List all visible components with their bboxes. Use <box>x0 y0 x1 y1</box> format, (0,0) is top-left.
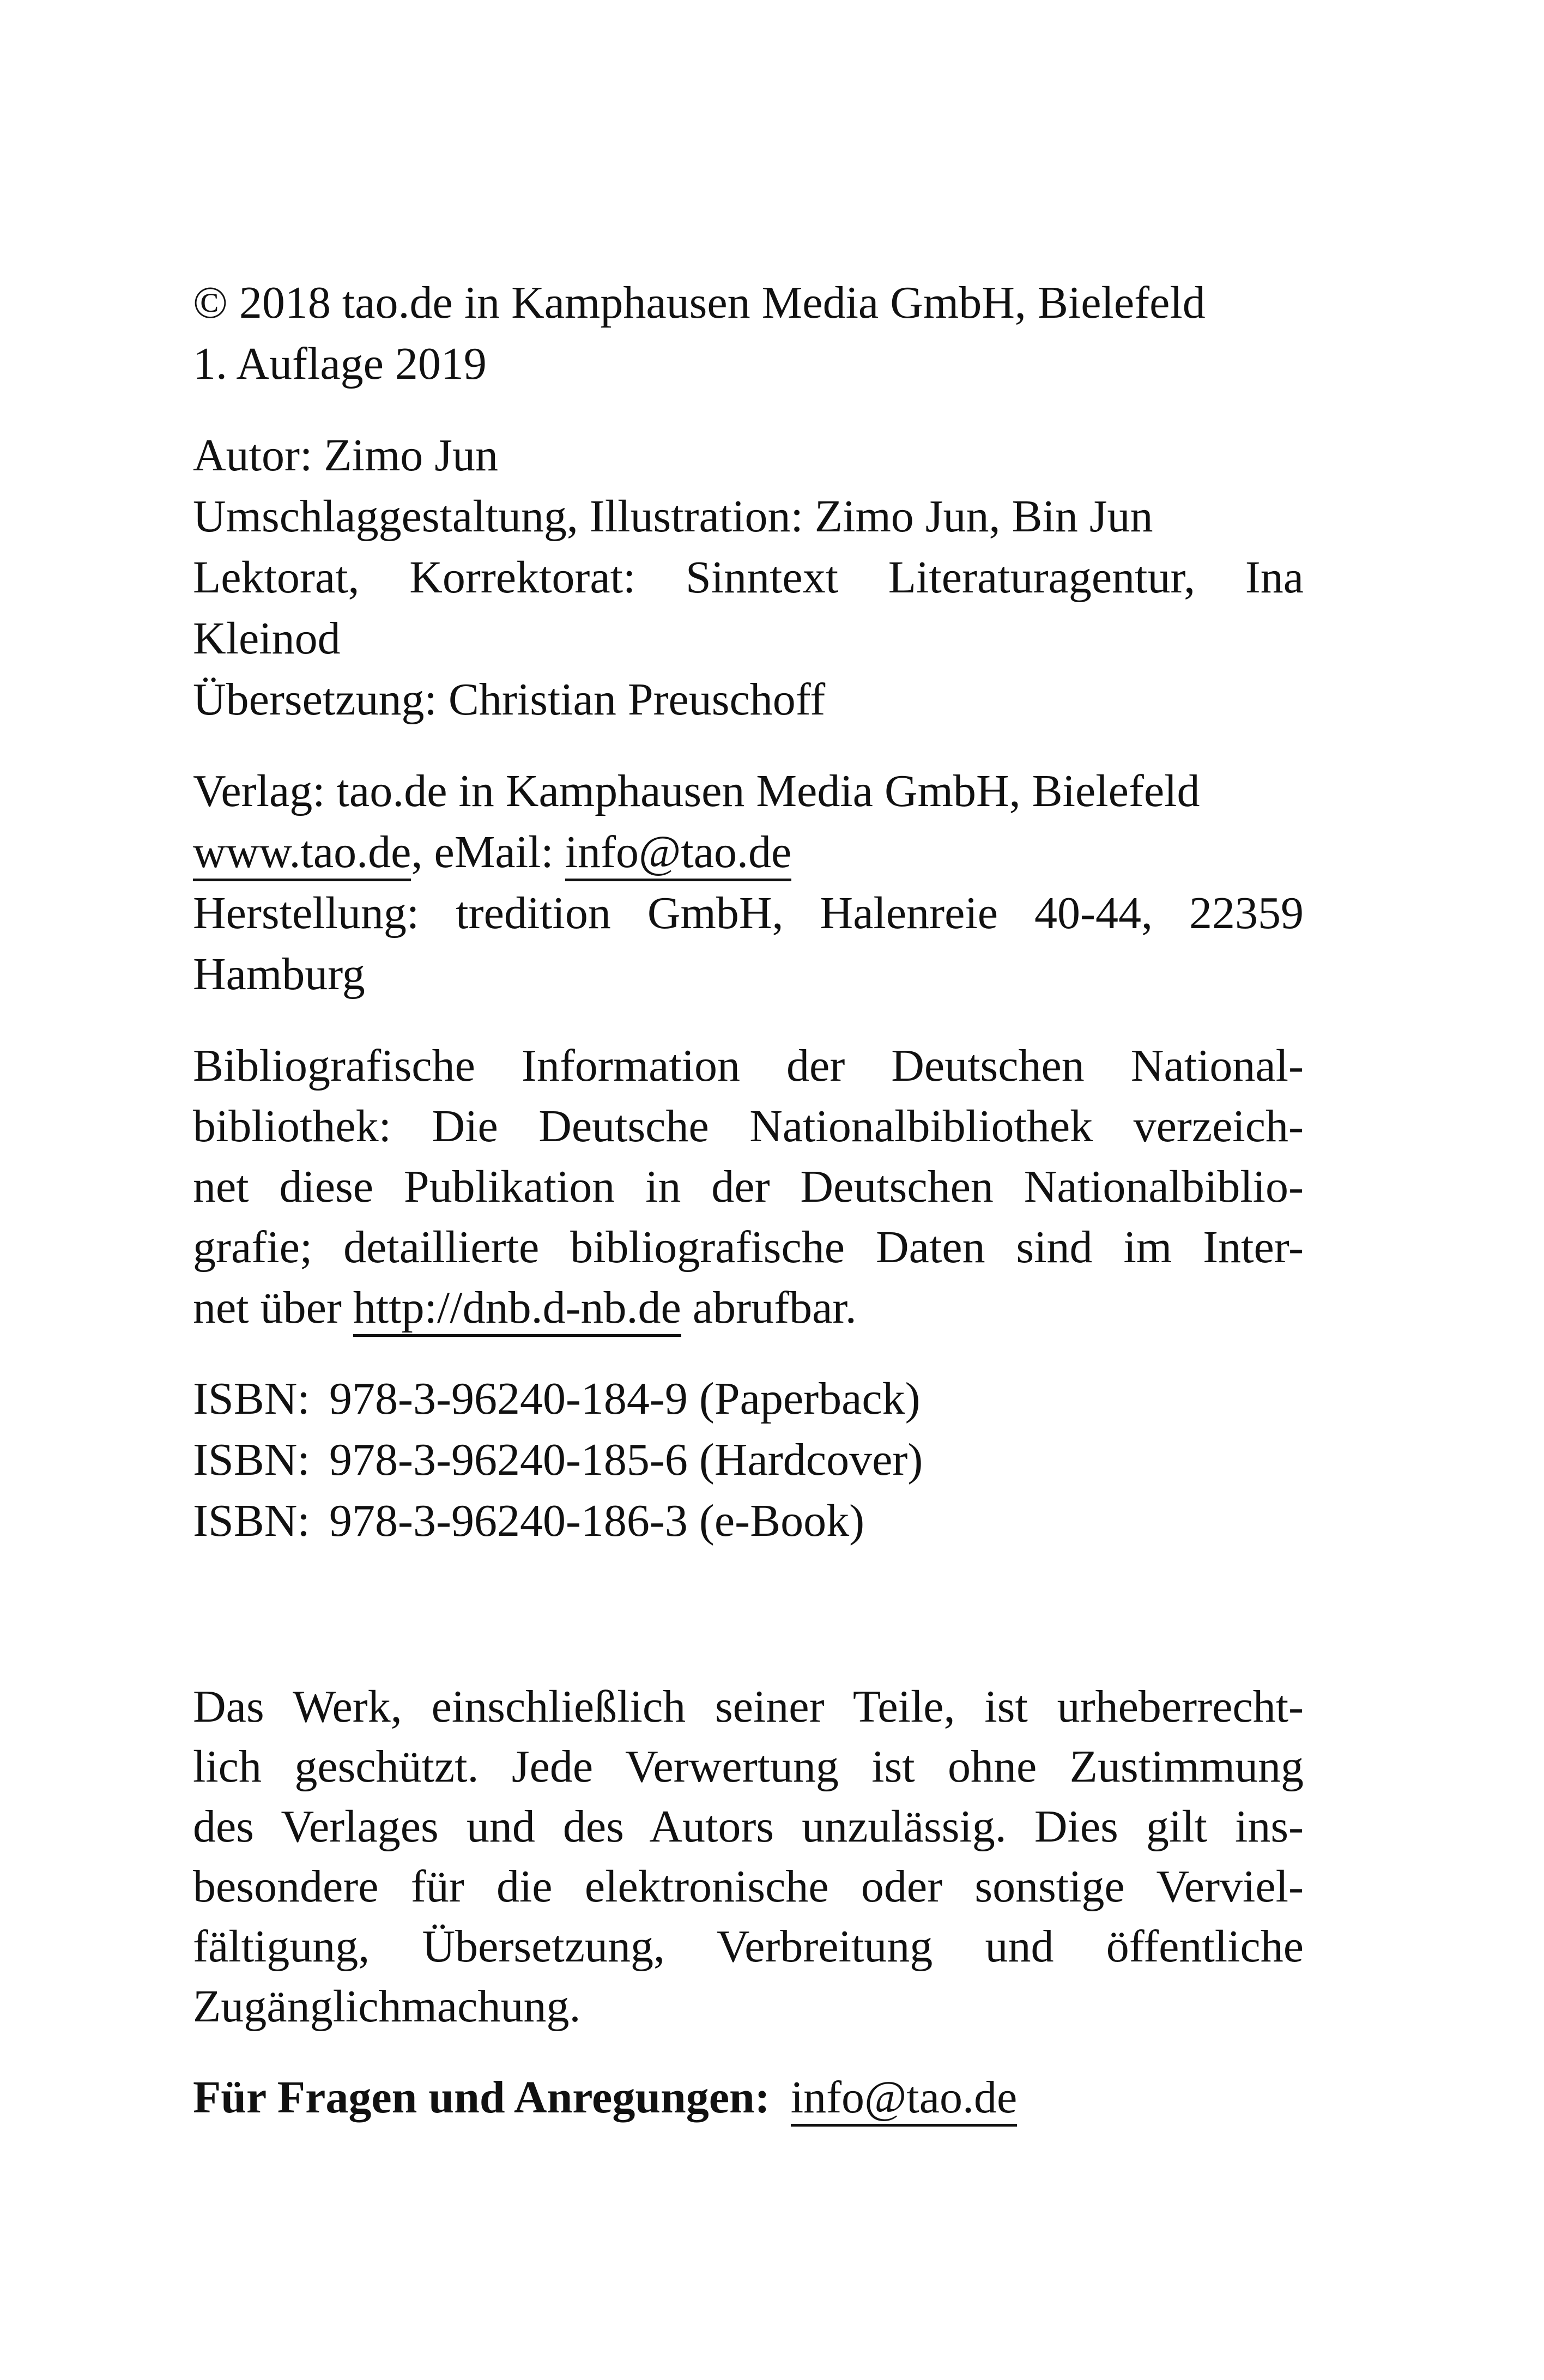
contact-label: Für Fragen und Anregungen: <box>193 2072 770 2123</box>
legal-line-3: des Verlages und des Autors unzulässig. Dies gilt ins- <box>193 1801 1304 1852</box>
publisher-block <box>193 761 1304 1005</box>
isbn-value: 978-3-96240-185-6 (Hardcover) <box>329 1434 923 1485</box>
bibliographic-prefix: net über <box>193 1282 353 1333</box>
contact-line <box>193 2067 1304 2128</box>
legal-line-6: Zugänglichmachung. <box>193 1981 581 2032</box>
isbn-label: ISBN: <box>193 1434 310 1485</box>
production-line-2: Hamburg <box>193 949 365 1000</box>
isbn-value: 978-3-96240-184-9 (Paperback) <box>329 1373 921 1424</box>
publisher-line: Verlag: tao.de in Kamphausen Media GmbH, Bielefeld <box>193 766 1200 816</box>
legal-line-1: Das Werk, einschließlich seiner Teile, ist urheberrecht- <box>193 1681 1304 1732</box>
legal-line-2: lich geschützt. Jede Verwertung ist ohne Zustimmung <box>193 1741 1304 1792</box>
website-link[interactable]: www.tao.de <box>193 827 411 881</box>
editing-line-2: Kleinod <box>193 613 341 664</box>
translation-line: Übersetzung: Christian Preuschoff <box>193 674 826 725</box>
bibliographic-line-1: Bibliografische Information der Deutschen National- <box>193 1040 1304 1091</box>
isbn-label: ISBN: <box>193 1495 310 1546</box>
bibliographic-line-3: net diese Publikation in der Deutschen Nationalbiblio- <box>193 1161 1304 1212</box>
email-label: , eMail: <box>411 827 565 877</box>
cover-design-line: Umschlaggestaltung, Illustration: Zimo Jun, Bin Jun <box>193 491 1153 542</box>
contact-email-link[interactable]: info@tao.de <box>791 2072 1018 2127</box>
isbn-label: ISBN: <box>193 1373 310 1424</box>
isbn-block <box>193 1368 1304 1552</box>
bibliographic-block <box>193 1035 1304 1338</box>
isbn-row <box>193 1430 1304 1491</box>
bibliographic-line-5 <box>193 1277 1304 1338</box>
bibliographic-line-2: bibliothek: Die Deutsche Nationalbibliothek verzeich- <box>193 1101 1304 1152</box>
imprint-page <box>193 272 1304 2128</box>
isbn-row <box>193 1368 1304 1430</box>
copyright-block <box>193 272 1304 395</box>
dnb-link[interactable]: http://dnb.d-nb.de <box>353 1282 681 1337</box>
isbn-value: 978-3-96240-186-3 (e-Book) <box>329 1495 865 1546</box>
bibliographic-suffix: abrufbar. <box>681 1282 857 1333</box>
edition-line: 1. Auflage 2019 <box>193 338 487 389</box>
author-line: Autor: Zimo Jun <box>193 430 498 481</box>
legal-line-4: besondere für die elektronische oder sonstige Verviel- <box>193 1861 1304 1912</box>
contact-web-line <box>193 822 1304 883</box>
bibliographic-line-4: grafie; detaillierte bibliografische Daten sind im Inter- <box>193 1222 1304 1273</box>
production-line-1: Herstellung: tredition GmbH, Halenreie 40-44, 22359 <box>193 888 1304 938</box>
credits-block <box>193 425 1304 730</box>
contact-block <box>193 2067 1304 2128</box>
editing-line-1: Lektorat, Korrektorat: Sinntext Literaturagentur, Ina <box>193 552 1304 603</box>
legal-line-5: fältigung, Übersetzung, Verbreitung und öffentliche <box>193 1921 1304 1972</box>
legal-notice-block <box>193 1677 1304 2037</box>
isbn-row <box>193 1491 1304 1552</box>
publisher-email-link[interactable]: info@tao.de <box>565 827 792 881</box>
copyright-line: © 2018 tao.de in Kamphausen Media GmbH, Bielefeld <box>193 277 1206 328</box>
